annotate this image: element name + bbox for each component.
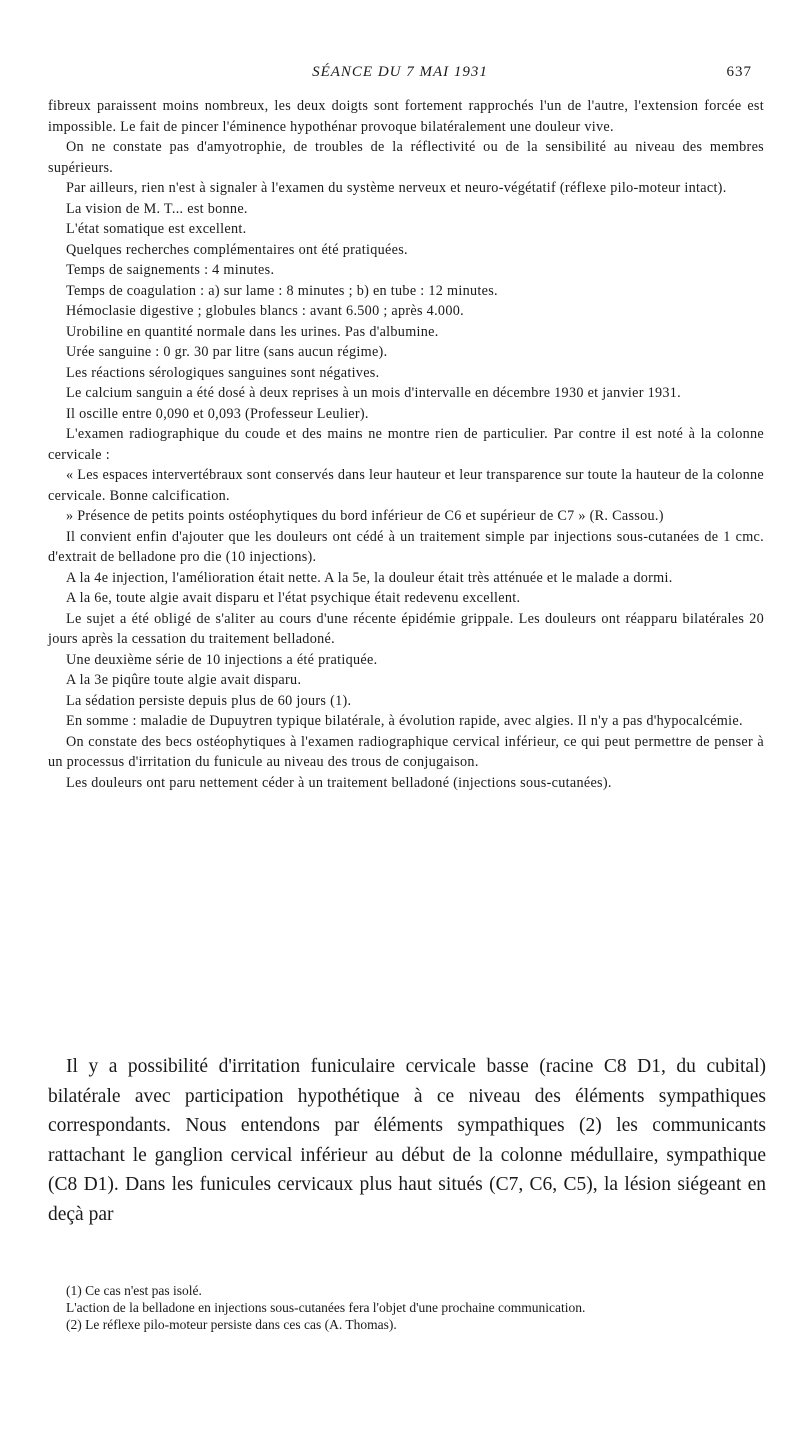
paragraph: Temps de saignements : 4 minutes. <box>66 262 275 278</box>
paragraph: On ne constate pas d'amyotrophie, de troubles de la réflectivité ou de la sensibilité au niveau des membres supérieurs. <box>48 139 764 176</box>
paragraph: Il y a possibilité d'irritation funiculaire cervicale basse (racine C8 D1, du cubital) bilatérale avec participation hypothétique à ce niveau des éléments sympathiques correspondants. Nous entendons par éléments sympathiques (2) les communicants rattachant le ganglion cervical inférieur au début de la colonne médullaire, sympathique (C8 D1). Dans les funicules cervicaux plus haut situés (C7, C6, C5), la lésion siégeant en deçà par <box>48 1056 766 1225</box>
paragraph: Le calcium sanguin a été dosé à deux reprises à un mois d'intervalle en décembre 1930 et janvier 1931. <box>66 385 682 401</box>
paragraph: Le sujet a été obligé de s'aliter au cours d'une récente épidémie grippale. Les douleurs ont réapparu bilatérales 20 jours après la cessation du traitement belladoné. <box>48 610 764 647</box>
discussion <box>48 1052 766 1229</box>
paragraph: Les réactions sérologiques sanguines sont négatives. <box>66 364 380 381</box>
paragraph: Les douleurs ont paru nettement céder à un traitement belladoné (injections sous-cutanées). <box>66 774 612 791</box>
paragraph: A la 4e injection, l'amélioration était nette. A la 5e, la douleur était très atténuée et le malade a dormi. <box>66 569 673 586</box>
paragraph: Quelques recherches complémentaires ont été pratiquées. <box>66 241 408 258</box>
page-number: 637 <box>726 64 752 80</box>
paragraph: » Présence de petits points ostéophytiques du bord inférieur de C6 et supérieur de C7 » (R. Cassou.) <box>66 508 664 524</box>
footnotes <box>48 1282 764 1333</box>
footnote: (1) Ce cas n'est pas isolé. <box>66 1283 202 1298</box>
paragraph: Urobiline en quantité normale dans les urines. Pas d'albumine. <box>66 323 439 340</box>
paragraph: Il oscille entre 0,090 et 0,093 (Professeur Leulier). <box>66 405 369 422</box>
page-header <box>48 64 752 86</box>
paragraph: La vision de M. T... est bonne. <box>66 200 248 217</box>
paragraph: Il convient enfin d'ajouter que les douleurs ont cédé à un traitement simple par injections sous-cutanées de 1 cmc. d'extrait de belladone pro die (10 injections). <box>48 528 764 565</box>
clinical-observation <box>48 96 764 793</box>
paragraph: A la 6e, toute algie avait disparu et l'état psychique était redevenu excellent. <box>66 590 521 606</box>
running-title: SÉANCE DU 7 MAI 1931 <box>312 64 488 80</box>
paragraph: On constate des becs ostéophytiques à l'examen radiographique cervical inférieur, ce qui peut permettre de penser à un processus d'irritation du funicule au niveau des trous de conjugaison. <box>48 733 764 770</box>
paragraph: Urée sanguine : 0 gr. 30 par litre (sans aucun régime). <box>66 344 388 360</box>
paragraph: En somme : maladie de Dupuytren typique bilatérale, à évolution rapide, avec algies. Il n'y a pas d'hypocalcémie. <box>66 713 743 729</box>
paragraph: fibreux paraissent moins nombreux, les deux doigts sont fortement rapprochés l'un de l'autre, l'extension forcée est impossible. Le fait de pincer l'éminence hypothénar provoque bilatéralement une douleur vive. <box>48 98 764 135</box>
paragraph: Une deuxième série de 10 injections a été pratiquée. <box>66 651 378 668</box>
footnote: (2) Le réflexe pilo-moteur persiste dans ces cas (A. Thomas). <box>66 1317 397 1332</box>
paragraph: L'état somatique est excellent. <box>66 221 247 237</box>
paragraph: A la 3e piqûre toute algie avait disparu. <box>66 672 302 688</box>
paragraph: Temps de coagulation : a) sur lame : 8 minutes ; b) en tube : 12 minutes. <box>66 282 498 299</box>
paragraph: L'examen radiographique du coude et des mains ne montre rien de particulier. Par contre il est noté à la colonne cervicale : <box>48 426 764 463</box>
paragraph: Hémoclasie digestive ; globules blancs : avant 6.500 ; après 4.000. <box>66 303 464 319</box>
footnote: L'action de la belladone en injections sous-cutanées fera l'objet d'une prochaine communication. <box>66 1300 586 1315</box>
paragraph: La sédation persiste depuis plus de 60 jours (1). <box>66 692 352 709</box>
paragraph: « Les espaces intervertébraux sont conservés dans leur hauteur et leur transparence sur toute la hauteur de la colonne cervicale. Bonne calcification. <box>48 467 764 504</box>
paragraph: Par ailleurs, rien n'est à signaler à l'examen du système nerveux et neuro-végétatif (réflexe pilo-moteur intact). <box>66 180 727 196</box>
